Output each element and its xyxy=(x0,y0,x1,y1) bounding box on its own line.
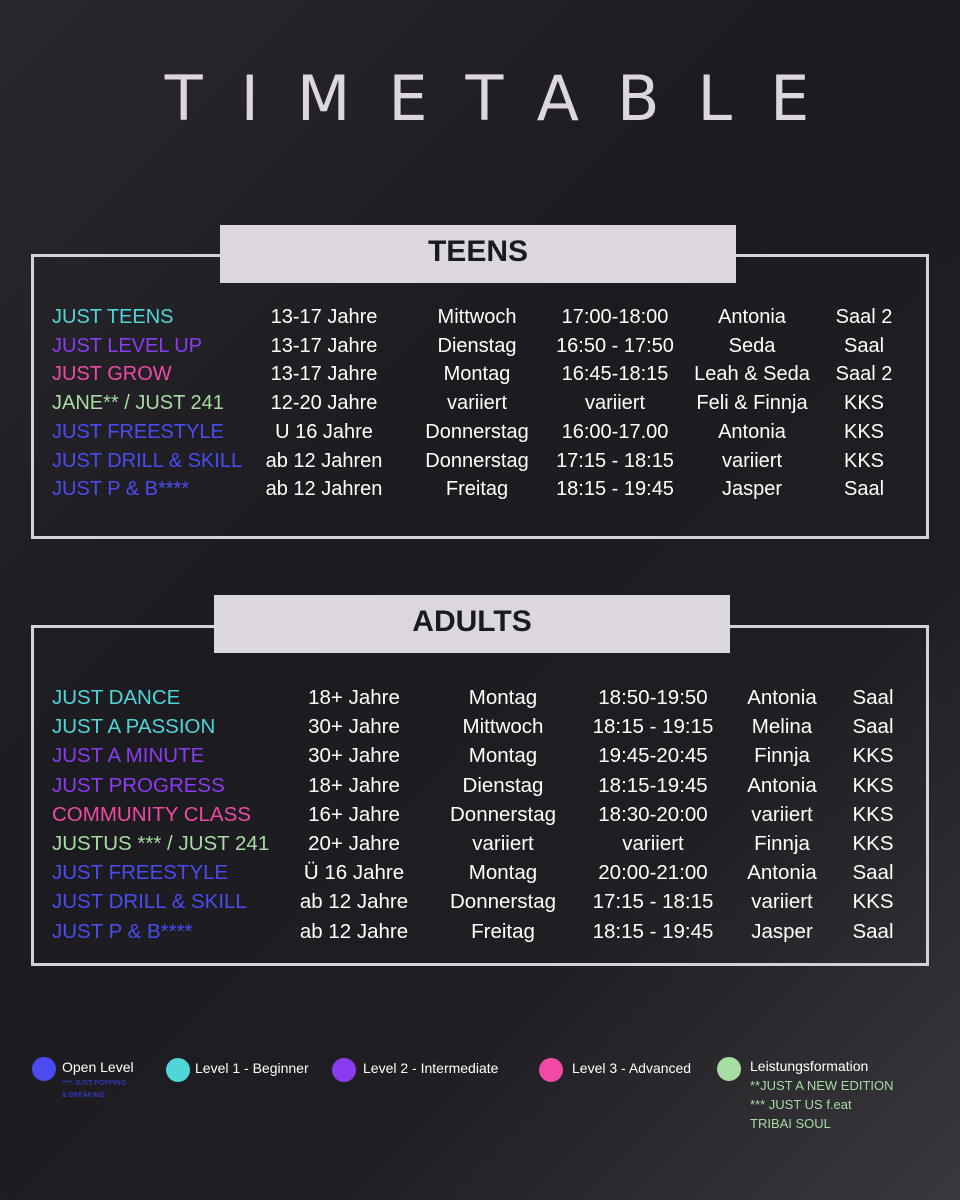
table-row xyxy=(0,832,960,861)
class-day: variiert xyxy=(446,392,508,415)
class-teacher: Finnja xyxy=(754,832,810,855)
class-room: KKS xyxy=(852,832,894,855)
class-time: 18:15 - 19:45 xyxy=(556,478,674,501)
class-teacher: variiert xyxy=(751,802,813,826)
class-day: Montag xyxy=(468,744,538,768)
class-age: U 16 Jahre xyxy=(275,420,373,443)
class-teacher: Melina xyxy=(751,715,813,739)
class-age: 12-20 Jahre xyxy=(270,392,378,415)
legend-leistungsformation: Leistungsformation xyxy=(750,1058,869,1074)
class-day: Donnerstag xyxy=(450,890,556,914)
class-room: KKS xyxy=(852,744,894,768)
class-name: JUSTUS *** / JUST 241 xyxy=(52,832,270,855)
class-room: KKS xyxy=(852,890,894,914)
class-time: 19:45-20:45 xyxy=(598,744,708,768)
table-row xyxy=(0,450,960,479)
class-name: JUST PROGRESS xyxy=(52,773,225,797)
class-time: 16:00-17.00 xyxy=(561,420,669,443)
table-row xyxy=(0,890,960,919)
class-room: Saal xyxy=(852,919,894,943)
class-age: 18+ Jahre xyxy=(308,686,400,709)
class-name: JANE** / JUST 241 xyxy=(52,392,224,415)
class-teacher: Seda xyxy=(728,334,776,357)
class-teacher: Antonia xyxy=(718,306,786,328)
class-teacher: Leah & Seda xyxy=(694,363,810,386)
class-day: Montag xyxy=(468,686,538,709)
class-day: Freitag xyxy=(471,919,535,943)
table-row xyxy=(0,363,960,392)
class-day: Donnerstag xyxy=(450,802,556,826)
page-title: TIMETABLE xyxy=(164,62,848,135)
class-age: 20+ Jahre xyxy=(308,832,400,855)
class-name: JUST FREESTYLE xyxy=(52,420,224,443)
class-day: Montag xyxy=(443,363,511,386)
teens-section-label: TEENS xyxy=(220,225,736,283)
class-name: JUST P & B**** xyxy=(52,478,190,501)
legend-level-3: Level 3 - Advanced xyxy=(572,1060,692,1076)
class-room: KKS xyxy=(843,420,885,443)
class-day: Mittwoch xyxy=(437,306,517,328)
class-age: 16+ Jahre xyxy=(308,802,400,826)
class-name: JUST DANCE xyxy=(52,686,181,709)
class-age: ab 12 Jahre xyxy=(299,919,409,943)
legend-open-level: Open Level xyxy=(62,1059,134,1075)
class-name: COMMUNITY CLASS xyxy=(52,802,251,826)
class-age: 30+ Jahre xyxy=(308,715,400,739)
table-row xyxy=(0,392,960,421)
class-room: Saal xyxy=(843,334,885,357)
class-name: JUST DRILL & SKILL xyxy=(52,890,247,914)
class-time: 17:00-18:00 xyxy=(561,306,669,328)
class-room: Saal xyxy=(843,478,885,501)
class-name: JUST FREESTYLE xyxy=(52,861,229,885)
class-day: Dienstag xyxy=(462,773,544,797)
class-room: Saal xyxy=(852,715,894,739)
table-row xyxy=(0,715,960,744)
table-row xyxy=(0,744,960,773)
class-time: 17:15 - 18:15 xyxy=(556,449,674,472)
legend-note-2: *** JUST US f.eat xyxy=(750,1097,852,1112)
class-room: KKS xyxy=(852,802,894,826)
legend-level-1: Level 1 - Beginner xyxy=(195,1060,309,1076)
class-time: 16:50 - 17:50 xyxy=(556,334,674,357)
class-name: JUST A MINUTE xyxy=(52,744,205,768)
class-time: 18:15 - 19:15 xyxy=(592,715,714,739)
legend-open-level-note-1: **** JUST POPPING xyxy=(62,1080,127,1087)
class-age: Ü 16 Jahre xyxy=(303,861,405,885)
open-level-dot xyxy=(32,1057,56,1081)
class-age: 13-17 Jahre xyxy=(270,334,378,357)
class-teacher: Antonia xyxy=(747,861,817,885)
class-teacher: variiert xyxy=(721,449,783,472)
legend-note-3: TRIBAI SOUL xyxy=(750,1116,831,1131)
class-time: 18:50-19:50 xyxy=(598,686,708,709)
class-name: JUST DRILL & SKILL xyxy=(52,449,243,472)
leistungsformation-dot xyxy=(717,1057,741,1081)
table-row xyxy=(0,803,960,832)
class-room: KKS xyxy=(843,392,885,415)
class-room: Saal 2 xyxy=(835,363,893,386)
class-teacher: Jasper xyxy=(751,919,813,943)
class-room: KKS xyxy=(843,449,885,472)
table-row xyxy=(0,306,960,335)
table-row xyxy=(0,478,960,507)
class-time: variiert xyxy=(584,392,646,415)
table-row xyxy=(0,421,960,450)
class-time: 17:15 - 18:15 xyxy=(592,890,714,914)
class-name: JUST P & B**** xyxy=(52,919,193,943)
class-age: ab 12 Jahre xyxy=(299,890,409,914)
class-day: variiert xyxy=(472,832,534,855)
class-room: Saal xyxy=(852,686,894,709)
class-time: 18:15 - 19:45 xyxy=(592,919,714,943)
class-teacher: Antonia xyxy=(747,686,817,709)
class-name: JUST LEVEL UP xyxy=(52,334,203,357)
class-day: Donnerstag xyxy=(425,449,529,472)
class-time: 18:30-20:00 xyxy=(598,802,708,826)
class-name: JUST TEENS xyxy=(52,306,174,328)
class-teacher: Antonia xyxy=(718,420,786,443)
class-time: variiert xyxy=(622,832,684,855)
table-row xyxy=(0,774,960,803)
class-room: Saal 2 xyxy=(835,306,893,328)
class-age: 30+ Jahre xyxy=(308,744,400,768)
legend-note-1: **JUST A NEW EDITION xyxy=(750,1078,894,1093)
table-row xyxy=(0,920,960,949)
class-day: Freitag xyxy=(445,478,509,501)
adults-section-label: ADULTS xyxy=(214,595,730,653)
legend-level-2: Level 2 - Intermediate xyxy=(363,1060,499,1076)
class-teacher: variiert xyxy=(751,890,813,914)
legend-open-level-note-2: & BREAKING xyxy=(62,1092,105,1099)
class-age: 13-17 Jahre xyxy=(270,306,378,328)
class-day: Montag xyxy=(468,861,538,885)
table-row xyxy=(0,686,960,715)
table-row xyxy=(0,335,960,364)
class-teacher: Jasper xyxy=(721,478,783,501)
class-day: Mittwoch xyxy=(462,715,544,739)
class-teacher: Antonia xyxy=(747,773,817,797)
class-age: 18+ Jahre xyxy=(308,773,400,797)
level-1-dot xyxy=(166,1058,190,1082)
class-teacher: Feli & Finnja xyxy=(696,392,808,415)
class-age: ab 12 Jahren xyxy=(265,478,383,501)
class-name: JUST GROW xyxy=(52,363,172,386)
class-age: ab 12 Jahren xyxy=(265,449,383,472)
class-day: Donnerstag xyxy=(425,420,529,443)
class-time: 20:00-21:00 xyxy=(598,861,708,885)
class-room: Saal xyxy=(852,861,894,885)
class-room: KKS xyxy=(852,773,894,797)
class-teacher: Finnja xyxy=(754,744,810,768)
level-3-dot xyxy=(539,1058,563,1082)
class-time: 18:15-19:45 xyxy=(598,773,708,797)
table-row xyxy=(0,861,960,890)
class-time: 16:45-18:15 xyxy=(561,363,669,386)
level-2-dot xyxy=(332,1058,356,1082)
class-age: 13-17 Jahre xyxy=(270,363,378,386)
class-day: Dienstag xyxy=(437,334,517,357)
class-name: JUST A PASSION xyxy=(52,715,216,739)
